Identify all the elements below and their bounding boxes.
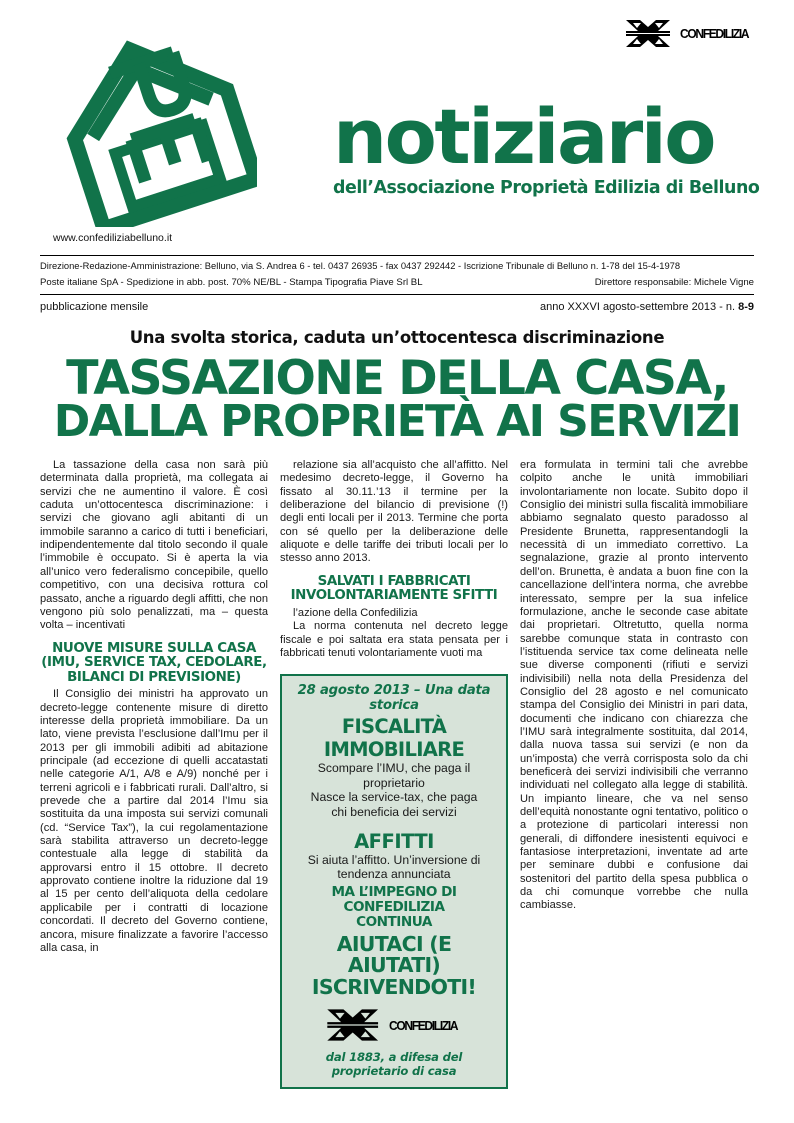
promo-text: Scompare l’IMU, che paga il proprietario [317,761,471,790]
promo-cta-line-2: ISCRIVENDOTI! [311,974,477,999]
promo-tagline: dal 1883, a difesa del proprietario di casa [325,1050,463,1079]
issue-number: 8-9 [738,301,754,313]
confedilizia-wordmark: CONFEDILIZIA [679,26,749,41]
confedilizia-wordmark: CONFEDILIZIA [388,1017,458,1033]
promo-text: Si aiuta l’affitto. Un’inversione di [307,853,481,868]
headline-line-1: TASSAZIONE DELLA CASA, [66,351,728,406]
confedilizia-logo [624,18,754,49]
masthead [40,0,760,255]
masthead-title-block [333,92,793,198]
imprint-block [40,256,754,294]
imprint-director: Direttore responsabile: Michele Vigne [594,277,754,288]
imprint-line-2 [40,275,754,291]
imprint-line-1: Direzione-Redazione-Amministrazione: Belluno, via S. Andrea 6 - tel. 0437 26935 - fax 0437 292442 - Iscrizione Tribunale di Belluno n. 1-78 del 15-4-1978 [40,261,681,272]
promo-date: 28 agosto 2013 – Una data storica [297,683,491,714]
article-column-2 [280,459,520,1089]
promo-text: Nasce la service-tax, che paga [310,790,478,805]
paragraph: era formulata in termini tali che avrebbe colpito anche le unità immobiliari involontariamente non locate. Subito dopo il Consiglio dei ministri sulla fiscalità immobiliare abbiamo segnalato questo paradosso al Presidente Brunetta, rappresentandogli la necessità di un immediato correttivo. La segnalazione, grazie al pronto intervento dell’on. Brunetta, è andata a buon fine con la cancellazione dell’intera norma, che avrebbe interessato, sempre per la sua infelice formulazione, anche le seconde case abitate dai proprietari. Oltretutto, quella norma sarebbe comunque stata in contrasto con l’istituenda service tax come delineata nelle sue diverse componenti (rifiuti e servizi indivisibili) nella nota della Presidenza del Consiglio del 28 agosto e nel comunicato stampa del Consiglio dei Ministri in pari data, documenti che indicano con chiarezza che l’IMU sarà integralmente sostituita, dal 2014, dalla nuova tassa sui servizi (e non da un’imposta) che verrà corrisposta solo da chi beneficerà dei servizi indivisibili che verranno individuati nel collegato alla legge di stabilità. Un impianto lineare, che va nel senso dell’equità nonostante ogni tentativo, politico o a protezione di particolari interessi non generali, di diffondere inesistenti equivoci e fantasiose interpretazioni, inventate ad arte per seminare dubbi e confusione dai sostenitori del partito della spesa pubblica o da chi comunque vorrebbe che nulla cambiasse. [520,459,748,912]
paragraph: La tassazione della casa non sarà più determinata dalla proprietà, ma collegata ai servizi che ne aumentino il valore. È così caduta un’ottocentesca discriminazione: i servizi che giovano agli abitanti di un immobile saranno a carico di tutti i beneficiari, indipendentemente dal titolo secondo il quale l’immobile è occupato. Si è aperta la via all’unico vero federalismo concepibile, quello competitivo, con una decisiva rottura col passato, anche a riguardo degli affitti, che non vengono più solo penalizzati, ma – questa volta – incentivati [40,459,268,632]
headline-line-2: DALLA PROPRIETÀ AI SERVIZI [53,396,741,448]
article-kicker: Una svolta storica, caduta un’ottocentesca discriminazione [129,328,665,347]
confedilizia-mark-icon [624,18,676,49]
promo-text: tendenza annunciata [337,867,451,882]
issue-prefix: anno XXXVI agosto-settembre 2013 - n. [539,301,739,313]
ape-house-logo-icon [52,22,257,227]
promo-text: chi beneficia dei servizi [331,804,457,819]
confedilizia-promo-box [280,674,508,1089]
promo-heading-fiscalita: FISCALITÀ IMMOBILIARE [323,715,465,762]
article-column-1 [40,459,280,1089]
section-heading-nuove-misure: NUOVE MISURE SULLA CASA (IMU, SERVICE TAX, CEDOLARE, BILANCI DI PREVISIONE) [41,640,267,685]
article-headline [40,351,754,448]
paragraph: La norma contenuta nel decreto legge fiscale e poi saltata era stata pensata per i fabbricati tenuti volontariamente vuoti ma [280,620,508,660]
promo-impegno-line-2: CONTINUA [356,913,432,930]
promo-impegno-line-1: MA L’IMPEGNO DI CONFEDILIZIA [331,883,457,915]
paragraph: Il Consiglio dei ministri ha approvato un decreto-legge contenente misure di diretto interesse della proprietà immobiliare. Da un lato, viene prevista l’esclusione dall’Imu per il 2013 per gli immobili adibiti ad abitazione principale (ad eccezione di quelli accatastati nelle categorie A/1, A/8 e A/9) nonché per i terreni agricoli e i fabbricati rurali. Dall’altro, si prevede che a partire dal 2014 l’Imu sia sostituita da una imposta sui servizi comunali (cd. “Service Tax”), la cui regolamentazione sarà stabilita attraverso un decreto-legge contestuale alla legge di stabilità da approvarsi entro il 15 ottobre. Il decreto approvato contiene inoltre la riduzione dal 19 al 15 per cento dell’aliquota della cedolare applicabile per i contratti di locazione concordati. Il decreto del Governo contiene, ancora, misure finalizzate a favorire l’accesso alla casa, in [40,688,268,954]
publication-periodicity: pubblicazione mensile [40,301,149,313]
section-heading-salvati-fabbricati: SALVATI I FABBRICATI INVOLONTARIAMENTE SFITTI [290,573,498,604]
paragraph: relazione sia all’acquisto che all’affitto. Nel medesimo decreto-legge, il Governo ha fissato al 30.11.’13 il termine per la deliberazione del bilancio di previsione (!) degli enti locali per il 2013. Termine che porta con sé quello per la deliberazione delle aliquote e delle tariffe dei tributi locali per lo stesso anno 2013. [280,459,508,565]
promo-cta[interactable] [290,931,498,999]
promo-heading-impegno [290,885,498,930]
paragraph: l’azione della Confedilizia [293,607,418,620]
imprint-distribution: Poste italiane SpA - Spedizione in abb. post. 70% NE/BL - Stampa Tipografia Piave Srl BL [40,277,423,288]
publication-title: notiziario [333,92,715,181]
website-url: www.confediliziabelluno.it [53,232,173,244]
promo-confedilizia-logo [290,1007,498,1043]
promo-heading-affitti: AFFITTI [354,830,434,854]
article-columns [40,459,754,1089]
article-column-3 [520,459,748,1089]
promo-cta-line-1: AIUTACI (E AIUTATI) [336,931,452,978]
issue-identifier [540,301,754,313]
issue-row [40,295,754,317]
publication-subtitle: dell’Associazione Proprietà Edilizia di Belluno [333,177,760,198]
confedilizia-mark-icon [325,1007,385,1043]
